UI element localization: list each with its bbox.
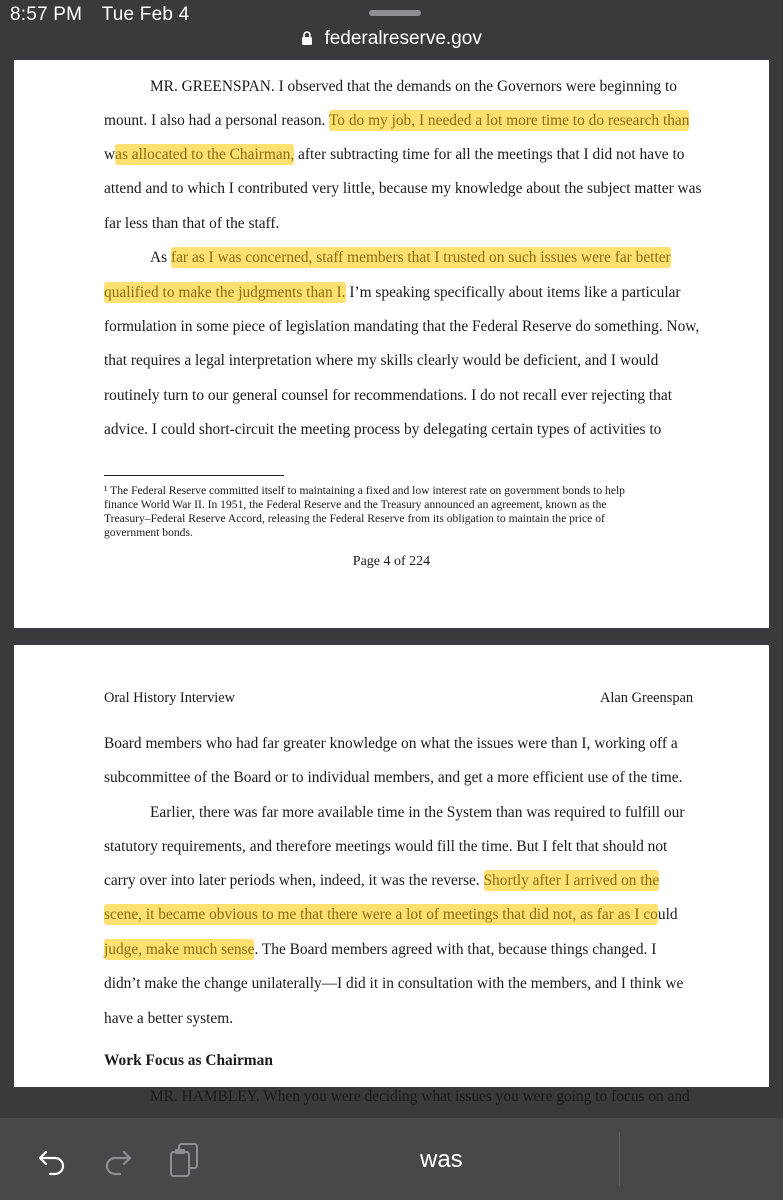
page-number: Page 4 of 224 <box>352 554 431 569</box>
text-line: formulation in some piece of legislation mandating that the Federal Reserve do something. Now, <box>104 318 700 335</box>
clipboard-icon <box>167 1141 201 1179</box>
undo-icon <box>36 1144 68 1176</box>
text-line: MR. HAMBLEY. When you were deciding what issues you were going to focus on and <box>150 1088 690 1105</box>
undo-button[interactable] <box>32 1140 72 1180</box>
find-on-page-query[interactable]: was <box>420 1146 463 1173</box>
text-line: scene, it became obvious to me that there were a lot of meetings that did not, as far as I could <box>104 906 678 923</box>
text-line: advice. I could short-circuit the meeting process by delegating certain types of activities to <box>104 421 662 438</box>
text-line: judge, make much sense. The Board members agreed with that, because things changed. I <box>104 941 657 958</box>
redo-button[interactable] <box>98 1140 138 1180</box>
text-highlight[interactable]: far as I was concerned, staff members that I trusted on such issues were far better <box>170 249 671 266</box>
multitasking-grabber[interactable] <box>369 10 421 16</box>
running-header-left: Oral History Interview <box>104 690 236 706</box>
text-highlight[interactable]: qualified to make the judgments than I. <box>104 284 346 301</box>
footnote-line: Treasury–Federal Reserve Accord, releasing the Federal Reserve from its obligation to maintain the price of <box>104 512 605 525</box>
footnote-divider <box>104 475 284 476</box>
text-line: Earlier, there was far more available time in the System than was required to fulfill our <box>150 804 685 821</box>
text-highlight[interactable]: Shortly after I arrived on the <box>483 872 660 889</box>
text-line: As far as I was concerned, staff members that I trusted on such issues were far better <box>150 249 671 266</box>
text-line: was allocated to the Chairman, after subtracting time for all the meetings that I did not have to <box>104 146 685 163</box>
text-line: far less than that of the staff. <box>104 215 280 232</box>
url-text: federalreserve.gov <box>324 28 482 49</box>
text-line: routinely turn to our general counsel for recommendations. I do not recall ever rejecting that <box>104 387 672 404</box>
text-line: have a better system. <box>104 1010 234 1027</box>
text-line: carry over into later periods when, indeed, it was the reverse. Shortly after I arrived on the <box>104 872 660 889</box>
text-line: Board members who had far greater knowledge on what the issues were than I, working off a <box>104 735 678 752</box>
text-line: attend and to which I contributed very little, because my knowledge about the subject matter was <box>104 180 702 197</box>
text-line: subcommittee of the Board or to individual members, and get a more efficient use of the time. <box>104 769 683 786</box>
clock: 8:57 PM <box>10 4 83 25</box>
address-bar[interactable] <box>0 28 783 50</box>
date: Tue Feb 4 <box>101 4 190 25</box>
status-bar <box>0 0 783 60</box>
text-highlight[interactable]: To do my job, I needed a lot more time to do research than <box>328 112 690 129</box>
footnote-line: finance World War II. In 1951, the Federal Reserve and the Treasury announced an agreement, known as the <box>104 498 607 511</box>
footnote-line: ¹ The Federal Reserve committed itself to maintaining a fixed and low interest rate on government bonds to help <box>104 484 625 497</box>
running-header-right: Alan Greenspan <box>600 690 694 706</box>
text-line: that requires a legal interpretation where my skills clearly would be deficient, and I would <box>104 352 659 369</box>
lock-icon <box>301 30 313 46</box>
footnote-line: government bonds. <box>104 526 193 539</box>
text-line: qualified to make the judgments than I. I’m speaking specifically about items like a particular <box>104 284 681 301</box>
text-line: mount. I also had a personal reason. To do my job, I needed a lot more time to do research than <box>104 112 690 129</box>
text-line: MR. GREENSPAN. I observed that the demands on the Governors were beginning to <box>150 78 677 95</box>
text-highlight[interactable]: scene, it became obvious to me that there were a lot of meetings that did not, as far as I co <box>104 906 658 923</box>
text-line: statutory requirements, and therefore meetings would fill the time. But I felt that should not <box>104 838 668 855</box>
paste-button[interactable] <box>164 1140 204 1180</box>
section-heading: Work Focus as Chairman <box>104 1052 273 1069</box>
redo-icon <box>102 1144 134 1176</box>
status-time <box>10 4 189 26</box>
text-highlight[interactable]: as allocated to the Chairman, <box>115 146 295 163</box>
pdf-page-5 <box>14 645 769 1105</box>
toolbar-divider <box>619 1132 620 1186</box>
pdf-page-4 <box>14 60 769 628</box>
text-line: didn’t make the change unilaterally—I did it in consultation with the members, and I think we <box>104 975 684 992</box>
text-highlight[interactable]: judge, make much sense <box>104 941 255 958</box>
